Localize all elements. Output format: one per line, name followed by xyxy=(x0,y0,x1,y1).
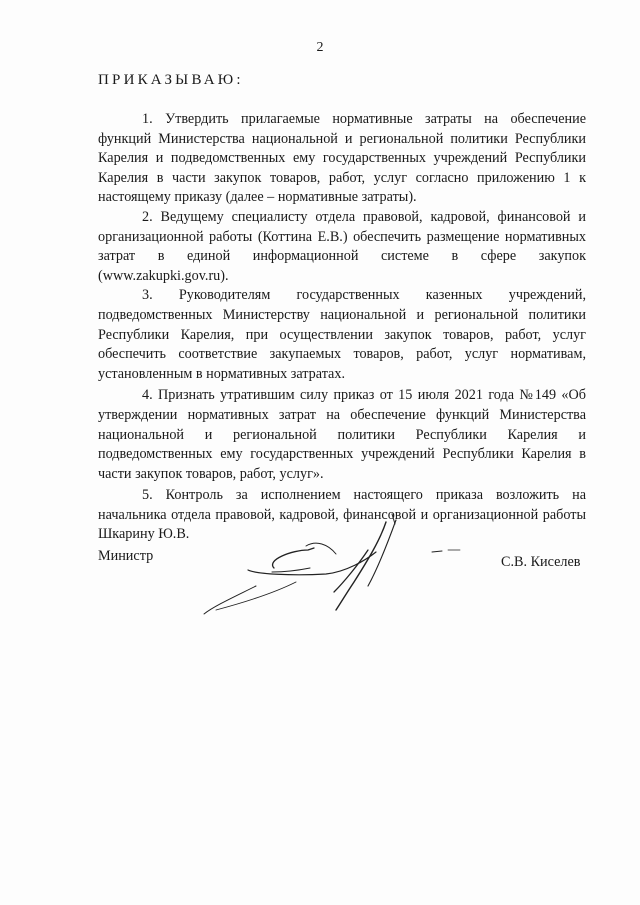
handwritten-signature xyxy=(196,510,476,630)
signer-name: С.В. Киселев xyxy=(501,554,581,570)
order-body xyxy=(98,110,586,545)
signer-title: Министр xyxy=(98,548,154,564)
order-item-5: 5. Контроль за исполнением настоящего приказа возложить на начальника отдела правовой, кадровой, финансовой и организационной работы Шкарину Ю.В. xyxy=(98,487,586,543)
order-item-2: 2. Ведущему специалисту отдела правовой, кадровой, финансовой и организационной работы (Коттина Е.В.) обеспечить размещение нормативных затрат в единой информационной системе в сфере закупок (www.zakupki.gov.ru). xyxy=(98,208,586,284)
page-number: 2 xyxy=(316,40,324,55)
order-heading: ПРИКАЗЫВАЮ: xyxy=(98,72,244,88)
order-item-3: 3. Руководителям государственных казенных учреждений, подведомственных Министерству национальной и региональной политики Республики Карелия, при осуществлении закупок товаров, работ, услуг обеспечить соответствие закупаемых товаров, работ, услуг нормативам, установленным в нормативных затратах. xyxy=(98,287,586,382)
order-item-4: 4. Признать утратившим силу приказ от 15 июля 2021 года №149 «Об утверждении нормативных затрат на обеспечение функций Министерства национальной и региональной политики Республики Карелия и подведомственных ему государственных учреждений Республики Карелия в части закупок товаров, работ, услуг». xyxy=(98,387,586,482)
order-item-1: 1. Утвердить прилагаемые нормативные затраты на обеспечение функций Министерства национальной и региональной политики Республики Карелия и подведомственных ему государственных учреждений Республики Карелия в части закупок товаров, работ, услуг согласно приложению 1 к настоящему приказу (далее – нормативные затраты). xyxy=(98,111,586,206)
